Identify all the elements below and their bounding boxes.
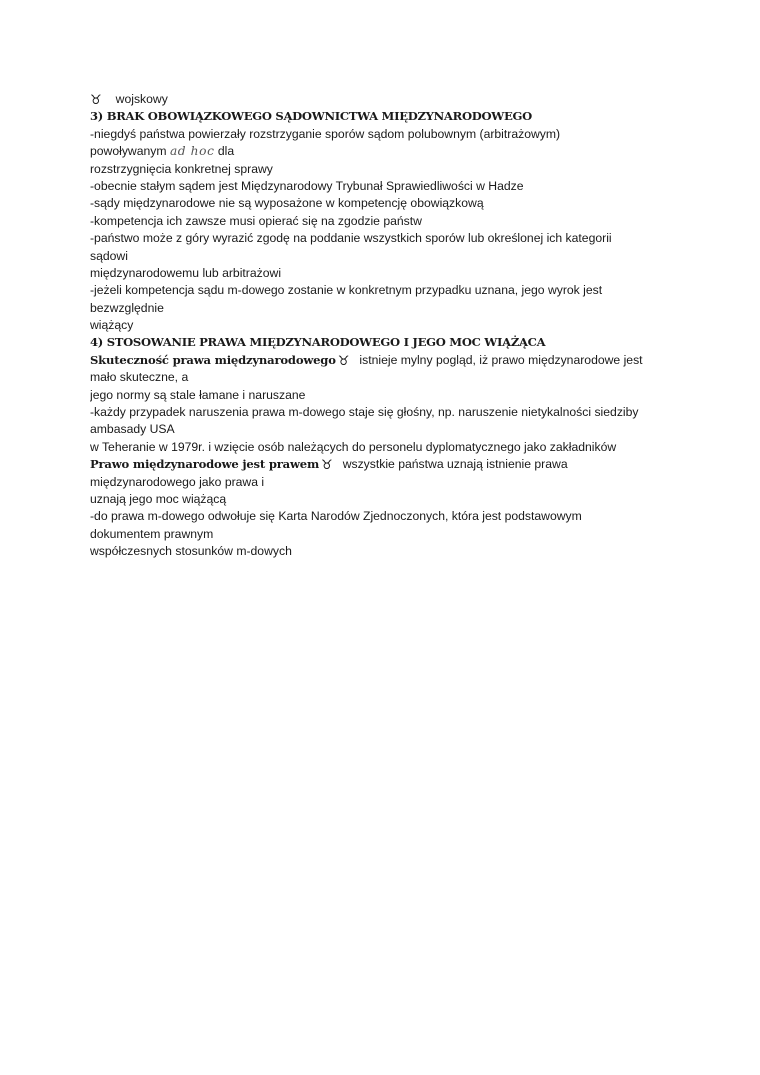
line-text: wszystkie państwa uznają istnienie prawa: [342, 457, 568, 472]
text-line: wiążący: [90, 318, 134, 333]
section-heading-3: 3) BRAK OBOWIĄZKOWEGO SĄDOWNICTWA MIĘDZYNARODOWEGO: [90, 109, 532, 124]
text-line: rozstrzygnięcia konkretnej sprawy: [90, 161, 273, 176]
taurus-bullet-icon: ♉: [321, 458, 333, 474]
section-heading-4: 4) STOSOWANIE PRAWA MIĘDZYNARODOWEGO I JEGO MOC WIĄŻĄCA: [90, 335, 546, 350]
line-text: wojskowy: [115, 92, 168, 106]
term-label: Prawo międzynarodowe jest prawem: [90, 457, 320, 472]
text-line: międzynarodowemu lub arbitrażowi: [90, 265, 282, 280]
text-line: -kompetencja ich zawsze musi opierać się na zgodzie państw: [90, 213, 422, 228]
text-line: mało skuteczne, a: [90, 370, 189, 385]
bullet-line: [90, 91, 690, 108]
text-line: współczesnych stosunków m-dowych: [90, 544, 292, 559]
text-line: -sądy międzynarodowe nie są wyposażone w kompetencję obowiązkową: [90, 196, 484, 211]
text-line: -każdy przypadek naruszenia prawa m-dowego staje się głośny, np. naruszenie nietykalności siedziby: [90, 405, 639, 420]
document-page: [90, 91, 690, 561]
text-line: -niegdyś państwa powierzały rozstrzyganie sporów sądom polubownym (arbitrażowym): [90, 126, 561, 141]
labeled-line: [90, 456, 690, 473]
text-line: -państwo może z góry wyrazić zgodę na poddanie wszystkich sporów lub określonej ich kategorii: [90, 231, 612, 246]
text-line: uznają jego moc wiążącą: [90, 491, 227, 506]
line-text: powoływanym: [90, 144, 170, 159]
text-line: ambasady USA: [90, 422, 175, 437]
taurus-bullet-icon: ♉: [337, 353, 350, 369]
text-line: bezwzględnie: [90, 300, 164, 315]
text-line: sądowi: [90, 248, 128, 263]
latin-phrase: ad hoc: [169, 144, 215, 159]
text-line: międzynarodowego jako prawa i: [90, 474, 265, 489]
line-text: istnieje mylny pogląd, iż prawo międzynarodowe jest: [359, 352, 643, 367]
text-line: jego normy są stale łamane i naruszane: [90, 387, 306, 402]
line-text: dla: [214, 144, 235, 159]
text-line: dokumentem prawnym: [90, 526, 214, 541]
labeled-line: [90, 352, 690, 369]
text-line: -do prawa m-dowego odwołuje się Karta Narodów Zjednoczonych, która jest podstawowym: [90, 509, 582, 524]
text-line: [90, 143, 690, 160]
text-line: -jeżeli kompetencja sądu m-dowego zostanie w konkretnym przypadku uznana, jego wyrok jest: [90, 283, 603, 298]
taurus-bullet-icon: ♉: [90, 93, 102, 108]
term-label: Skuteczność prawa międzynarodowego: [90, 352, 336, 367]
text-line: w Teheranie w 1979r. i wzięcie osób należących do personelu dyplomatycznego jako zakładników: [90, 439, 617, 454]
text-line: -obecnie stałym sądem jest Międzynarodowy Trybunał Sprawiedliwości w Hadze: [90, 178, 524, 193]
